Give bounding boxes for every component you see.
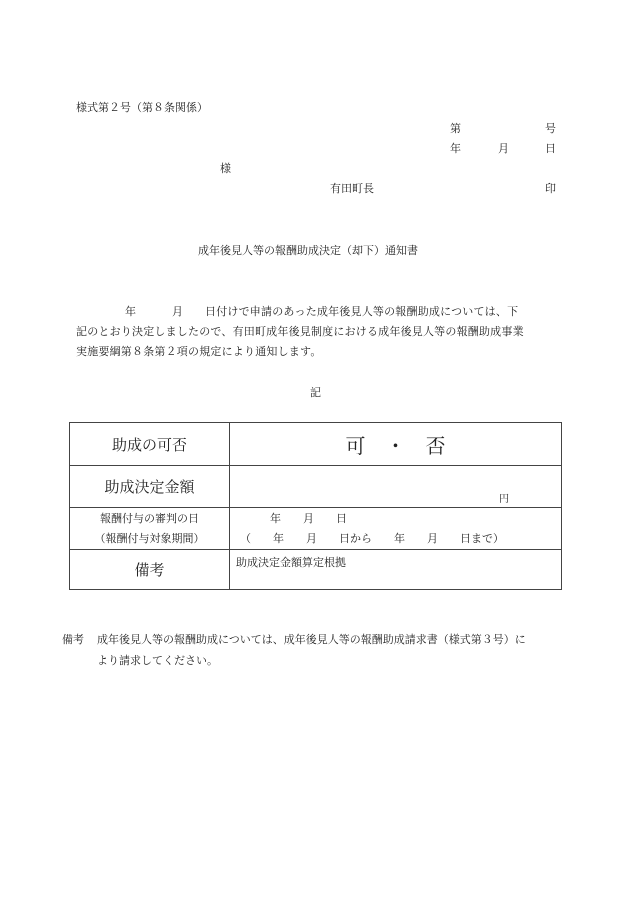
body-line1-text: 日付けで申請のあった成年後見人等の報酬助成については、下 xyxy=(205,305,519,318)
row-remarks-value: 助成決定金額算定根拠 xyxy=(230,550,562,590)
row-date-value-line2: （ 年 月 日から 年 月 日まで） xyxy=(240,531,504,545)
row-remarks-label: 備考 xyxy=(70,550,230,590)
row-date-label-line1: 報酬付与の審判の日 xyxy=(100,511,199,525)
table-row xyxy=(70,423,562,466)
body-line1-month: 月 xyxy=(172,305,184,318)
note-label: 備考 xyxy=(62,633,84,646)
row-date-value xyxy=(230,508,562,550)
body-line3: 実施要綱第８条第２項の規定により通知します。 xyxy=(76,345,322,358)
row-approval-label: 助成の可否 xyxy=(70,423,230,466)
decision-table xyxy=(69,422,562,590)
body-line2: 記のとおり決定しましたので、有田町成年後見制度における成年後見人等の報酬助成事業 xyxy=(76,325,524,338)
date-day: 日 xyxy=(545,142,556,155)
row-amount-label: 助成決定金額 xyxy=(70,466,230,508)
row-date-label-line2: （報酬付与対象期間） xyxy=(94,531,205,545)
issuer-name: 有田町長 xyxy=(330,182,374,195)
row-approval-value: 可 ・ 否 xyxy=(230,423,562,466)
table-row xyxy=(70,466,562,508)
row-date-value-line1: 年 月 日 xyxy=(270,511,347,525)
table-row xyxy=(70,550,562,590)
document-title: 成年後見人等の報酬助成決定（却下）通知書 xyxy=(198,244,418,257)
number-go: 号 xyxy=(545,122,556,135)
row-date-label xyxy=(70,508,230,550)
note-line1: 成年後見人等の報酬助成については、成年後見人等の報酬助成請求書（様式第３号）に xyxy=(97,633,526,646)
date-month: 月 xyxy=(498,142,509,155)
form-number: 様式第２号（第８条関係） xyxy=(76,101,208,114)
recipient-sama: 様 xyxy=(220,162,231,175)
ki-label: 記 xyxy=(310,386,321,399)
row-amount-unit: 円 xyxy=(230,466,562,508)
table-row xyxy=(70,508,562,550)
date-year: 年 xyxy=(450,142,461,155)
body-line1-year: 年 xyxy=(125,305,137,318)
issuer-seal: 印 xyxy=(545,182,556,195)
number-dai: 第 xyxy=(450,122,461,135)
note-line2: より請求してください。 xyxy=(97,654,218,667)
